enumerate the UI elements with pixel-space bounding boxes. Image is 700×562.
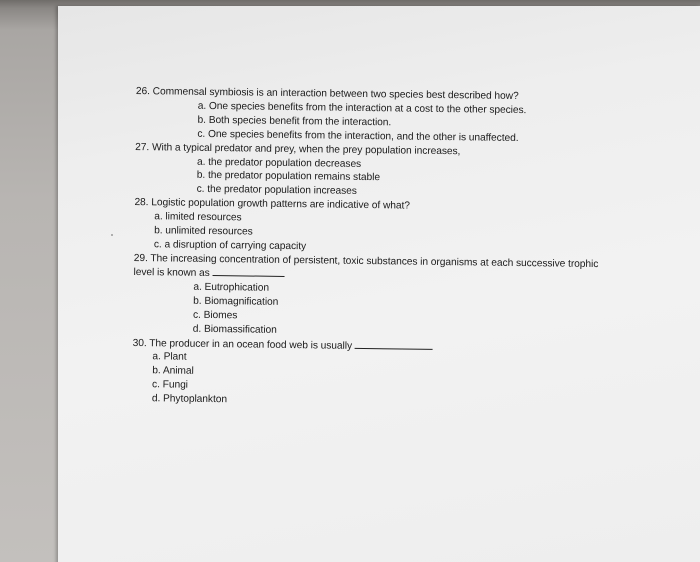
- q27-option-a: a. the predator population decreases: [196, 156, 362, 170]
- q30-option-c: c. Fungi: [152, 379, 189, 391]
- answer-blank-30: [355, 340, 433, 350]
- q26-option-c: c. One species benefits from the interaction, and the other is unaffected.: [197, 128, 519, 145]
- q28-option-c: c. a disruption of carrying capacity: [153, 239, 307, 253]
- q28-option-a: a. limited resources: [154, 211, 242, 224]
- question-29-stem-end: level is known as: [133, 266, 210, 279]
- q26-option-b: b. Both species benefit from the interaction.: [197, 114, 392, 129]
- q29-option-c: c. Biomes: [192, 309, 238, 322]
- q27-option-c: c. the predator population increases: [196, 183, 357, 197]
- q28-option-b: b. unlimited resources: [154, 225, 253, 238]
- paper-speck: [111, 234, 113, 236]
- q29-option-b: b. Biomagnification: [193, 295, 279, 308]
- q27-option-b: b. the predator population remains stable: [196, 169, 381, 184]
- q30-option-a: a. Plant: [152, 351, 187, 363]
- question-29-line1: 29. The increasing concentration of persistent, toxic substances in organisms at each successive trophic: [133, 252, 599, 271]
- q30-option-b: b. Animal: [152, 365, 194, 377]
- q29-option-a: a. Eutrophication: [193, 281, 270, 294]
- answer-blank-29: [213, 267, 285, 277]
- q26-option-a: a. One species benefits from the interaction at a cost to the other species.: [197, 100, 527, 117]
- question-26: 26. Commensal symbiosis is an interaction between two species best described how?: [135, 86, 519, 103]
- question-29-line2: [133, 266, 284, 280]
- question-30-stem: 30. The producer in an ocean food web is usually: [132, 337, 353, 352]
- q30-option-d: d. Phytoplankton: [151, 393, 228, 406]
- question-30: [133, 337, 434, 353]
- question-27: 27. With a typical predator and prey, when the prey population increases,: [135, 141, 461, 158]
- question-28: 28. Logistic population growth patterns are indicative of what?: [134, 196, 411, 212]
- q29-option-d: d. Biomassification: [192, 323, 277, 336]
